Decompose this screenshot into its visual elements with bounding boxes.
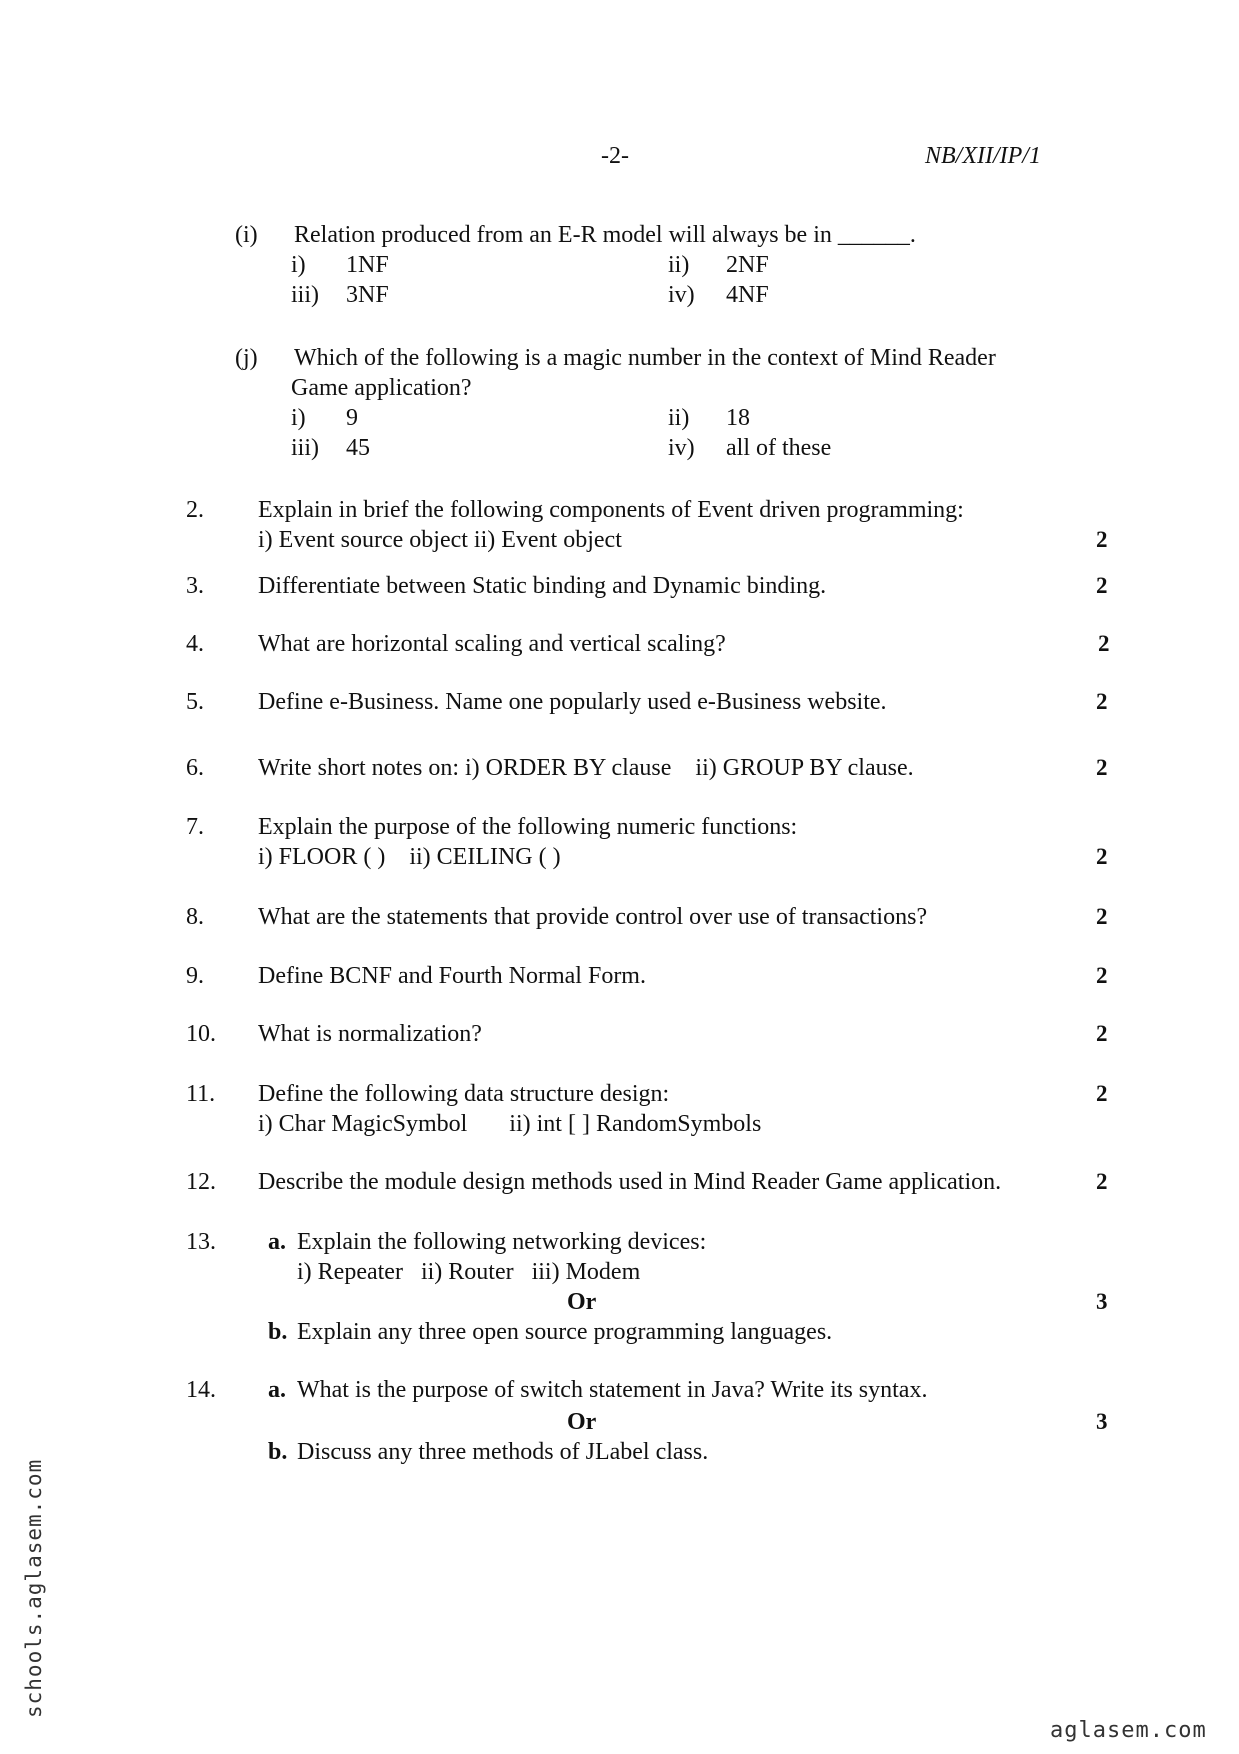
- question-text: Explain the purpose of the following numeric functions:: [258, 814, 798, 840]
- question-marks: 3: [1096, 1289, 1108, 1314]
- option-text: 2NF: [726, 252, 769, 278]
- option-b-text: Explain any three open source programming languages.: [297, 1319, 833, 1345]
- option-a-label: a.: [268, 1229, 286, 1255]
- question-text: Explain in brief the following components of Event driven programming:: [258, 497, 964, 523]
- question-number: 3.: [186, 573, 204, 599]
- question-marks: 2: [1098, 631, 1110, 656]
- question-number: 5.: [186, 689, 204, 715]
- paper-code: NB/XII/IP/1: [925, 143, 1041, 169]
- question-text: i) Event source object ii) Event object: [258, 527, 622, 553]
- question-number: 4.: [186, 631, 204, 657]
- mcq-question: Relation produced from an E-R model will always be in ______.: [294, 222, 916, 248]
- option-a-text: Explain the following networking devices:: [297, 1229, 707, 1255]
- option-a-text: What is the purpose of switch statement in Java? Write its syntax.: [297, 1377, 928, 1403]
- option-label: iii): [291, 435, 319, 461]
- question-marks: 2: [1096, 1021, 1108, 1046]
- option-label: i): [291, 405, 306, 431]
- question-number: 10.: [186, 1021, 216, 1047]
- footer-watermark: aglasem.com: [1050, 1718, 1207, 1743]
- question-number: 12.: [186, 1169, 216, 1195]
- question-marks: 2: [1096, 963, 1108, 988]
- question-number: 6.: [186, 755, 204, 781]
- question-number: 7.: [186, 814, 204, 840]
- question-marks: 3: [1096, 1409, 1108, 1434]
- question-number: 2.: [186, 497, 204, 523]
- mcq-question-continued: Game application?: [291, 375, 472, 401]
- option-b-label: b.: [268, 1439, 288, 1465]
- option-text: 4NF: [726, 282, 769, 308]
- question-number: 9.: [186, 963, 204, 989]
- question-text: i) Char MagicSymbol ii) int [ ] RandomSymbols: [258, 1111, 762, 1137]
- side-watermark: schools.aglasem.com: [22, 1458, 46, 1718]
- question-text: What are horizontal scaling and vertical scaling?: [258, 631, 726, 657]
- question-text: What are the statements that provide control over use of transactions?: [258, 904, 928, 930]
- option-label: i): [291, 252, 306, 278]
- option-text: 45: [346, 435, 370, 461]
- option-label: iii): [291, 282, 319, 308]
- question-marks: 2: [1096, 844, 1108, 869]
- question-number: 13.: [186, 1229, 216, 1255]
- mcq-label: (j): [235, 345, 258, 371]
- question-number: 8.: [186, 904, 204, 930]
- question-text: What is normalization?: [258, 1021, 482, 1047]
- mcq-question: Which of the following is a magic number in the context of Mind Reader: [294, 345, 996, 371]
- question-text: Define e-Business. Name one popularly used e-Business website.: [258, 689, 887, 715]
- option-label: iv): [668, 435, 695, 461]
- question-marks: 2: [1096, 689, 1108, 714]
- option-text: all of these: [726, 435, 832, 461]
- option-text: 9: [346, 405, 358, 431]
- option-text: 18: [726, 405, 750, 431]
- question-marks: 2: [1096, 573, 1108, 598]
- option-a-text: i) Repeater ii) Router iii) Modem: [297, 1259, 641, 1285]
- question-marks: 2: [1096, 527, 1108, 552]
- option-text: 3NF: [346, 282, 389, 308]
- question-text: Write short notes on: i) ORDER BY clause ii) GROUP BY clause.: [258, 755, 914, 781]
- question-text: Define BCNF and Fourth Normal Form.: [258, 963, 646, 989]
- or-divider: Or: [567, 1409, 597, 1435]
- question-marks: 2: [1096, 1081, 1108, 1106]
- option-label: ii): [668, 252, 690, 278]
- question-number: 11.: [186, 1081, 216, 1107]
- question-number: 14.: [186, 1377, 216, 1403]
- question-marks: 2: [1096, 1169, 1108, 1194]
- page-number: -2-: [601, 143, 629, 169]
- option-label: ii): [668, 405, 690, 431]
- question-text: Describe the module design methods used in Mind Reader Game application.: [258, 1169, 1002, 1195]
- option-label: iv): [668, 282, 695, 308]
- question-text: Define the following data structure design:: [258, 1081, 670, 1107]
- or-divider: Or: [567, 1289, 597, 1315]
- option-b-text: Discuss any three methods of JLabel class.: [297, 1439, 709, 1465]
- mcq-label: (i): [235, 222, 258, 248]
- option-a-label: a.: [268, 1377, 286, 1403]
- question-marks: 2: [1096, 755, 1108, 780]
- question-marks: 2: [1096, 904, 1108, 929]
- question-text: i) FLOOR ( ) ii) CEILING ( ): [258, 844, 561, 870]
- question-text: Differentiate between Static binding and Dynamic binding.: [258, 573, 827, 599]
- option-b-label: b.: [268, 1319, 288, 1345]
- option-text: 1NF: [346, 252, 389, 278]
